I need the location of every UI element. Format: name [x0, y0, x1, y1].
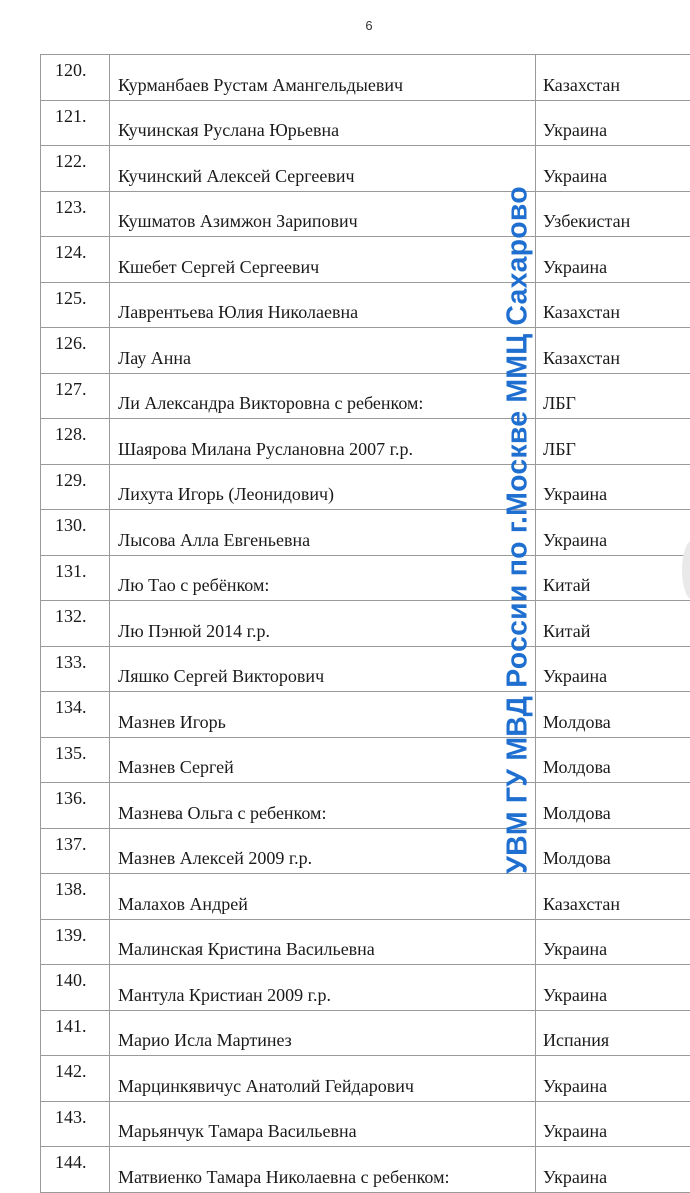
country: Молдова	[536, 783, 690, 829]
table-row	[41, 55, 690, 101]
row-number: 127.	[41, 373, 110, 419]
country: Молдова	[536, 828, 690, 874]
table-row	[41, 555, 690, 601]
person-name: Матвиенко Тамара Николаевна с ребенком:	[110, 1147, 536, 1193]
country: Казахстан	[536, 282, 690, 328]
row-number: 144.	[41, 1147, 110, 1193]
row-number: 125.	[41, 282, 110, 328]
person-name: Ли Александра Викторовна с ребенком:	[110, 373, 536, 419]
table-row	[41, 464, 690, 510]
table-row	[41, 1147, 690, 1193]
row-number: 130.	[41, 510, 110, 556]
row-number: 134.	[41, 692, 110, 738]
table-row	[41, 237, 690, 283]
row-number: 139.	[41, 919, 110, 965]
country: Узбекистан	[536, 191, 690, 237]
country: Испания	[536, 1010, 690, 1056]
row-number: 132.	[41, 601, 110, 647]
table-row	[41, 783, 690, 829]
table-row	[41, 919, 690, 965]
person-name: Лаврентьева Юлия Николаевна	[110, 282, 536, 328]
table-body	[41, 55, 690, 1193]
person-name: Лю Тао с ребёнком:	[110, 555, 536, 601]
person-name: Кучинская Руслана Юрьевна	[110, 100, 536, 146]
person-name: Мазнев Игорь	[110, 692, 536, 738]
country: Украина	[536, 100, 690, 146]
country: Украина	[536, 965, 690, 1011]
table-row	[41, 646, 690, 692]
table-row	[41, 100, 690, 146]
person-name: Шаярова Милана Руслановна 2007 г.р.	[110, 419, 536, 465]
country: Украина	[536, 646, 690, 692]
table-row	[41, 1056, 690, 1102]
row-number: 133.	[41, 646, 110, 692]
row-number: 124.	[41, 237, 110, 283]
table-row	[41, 1101, 690, 1147]
person-name: Лау Анна	[110, 328, 536, 374]
row-number: 142.	[41, 1056, 110, 1102]
person-name: Малахов Андрей	[110, 874, 536, 920]
person-name: Ляшко Сергей Викторович	[110, 646, 536, 692]
person-name: Малинская Кристина Васильевна	[110, 919, 536, 965]
country: Украина	[536, 1056, 690, 1102]
page-number: 6	[0, 18, 690, 33]
country: Казахстан	[536, 874, 690, 920]
row-number: 137.	[41, 828, 110, 874]
country: Украина	[536, 1147, 690, 1193]
table-row	[41, 146, 690, 192]
person-name: Мазнев Сергей	[110, 737, 536, 783]
row-number: 138.	[41, 874, 110, 920]
person-name: Марьянчук Тамара Васильевна	[110, 1101, 536, 1147]
table-row	[41, 191, 690, 237]
table-row	[41, 419, 690, 465]
row-number: 120.	[41, 55, 110, 101]
row-number: 123.	[41, 191, 110, 237]
country: Китай	[536, 555, 690, 601]
row-number: 121.	[41, 100, 110, 146]
table-row	[41, 965, 690, 1011]
country: Украина	[536, 1101, 690, 1147]
row-number: 128.	[41, 419, 110, 465]
person-name: Мантула Кристиан 2009 г.р.	[110, 965, 536, 1011]
country: ЛБГ	[536, 373, 690, 419]
table-row	[41, 510, 690, 556]
person-name: Кушматов Азимжон Зарипович	[110, 191, 536, 237]
table-row	[41, 328, 690, 374]
person-name: Марцинкявичус Анатолий Гейдарович	[110, 1056, 536, 1102]
row-number: 141.	[41, 1010, 110, 1056]
row-number: 122.	[41, 146, 110, 192]
table-row	[41, 601, 690, 647]
person-name: Курманбаев Рустам Амангельдыевич	[110, 55, 536, 101]
person-name: Кучинский Алексей Сергеевич	[110, 146, 536, 192]
country: Украина	[536, 919, 690, 965]
person-name: Мазнев Алексей 2009 г.р.	[110, 828, 536, 874]
country: Казахстан	[536, 328, 690, 374]
country: ЛБГ	[536, 419, 690, 465]
table-row	[41, 282, 690, 328]
row-number: 140.	[41, 965, 110, 1011]
table-row	[41, 373, 690, 419]
persons-table	[40, 54, 690, 1193]
row-number: 143.	[41, 1101, 110, 1147]
country: Украина	[536, 146, 690, 192]
person-name: Марио Исла Мартинез	[110, 1010, 536, 1056]
person-name: Лысова Алла Евгеньевна	[110, 510, 536, 556]
country: Казахстан	[536, 55, 690, 101]
country: Молдова	[536, 692, 690, 738]
row-number: 135.	[41, 737, 110, 783]
person-name: Кшебет Сергей Сергеевич	[110, 237, 536, 283]
person-name: Лихута Игорь (Леонидович)	[110, 464, 536, 510]
country: Украина	[536, 464, 690, 510]
country: Молдова	[536, 737, 690, 783]
country: Украина	[536, 510, 690, 556]
table-row	[41, 692, 690, 738]
row-number: 136.	[41, 783, 110, 829]
country: Украина	[536, 237, 690, 283]
person-name: Лю Пэнюй 2014 г.р.	[110, 601, 536, 647]
watermark-text: УВМ ГУ МВД России по г.Москве ММЦ Сахарово	[502, 186, 535, 874]
country: Китай	[536, 601, 690, 647]
row-number: 131.	[41, 555, 110, 601]
row-number: 129.	[41, 464, 110, 510]
table-row	[41, 737, 690, 783]
table-row	[41, 874, 690, 920]
table-row	[41, 828, 690, 874]
table-row	[41, 1010, 690, 1056]
row-number: 126.	[41, 328, 110, 374]
person-name: Мазнева Ольга с ребенком:	[110, 783, 536, 829]
